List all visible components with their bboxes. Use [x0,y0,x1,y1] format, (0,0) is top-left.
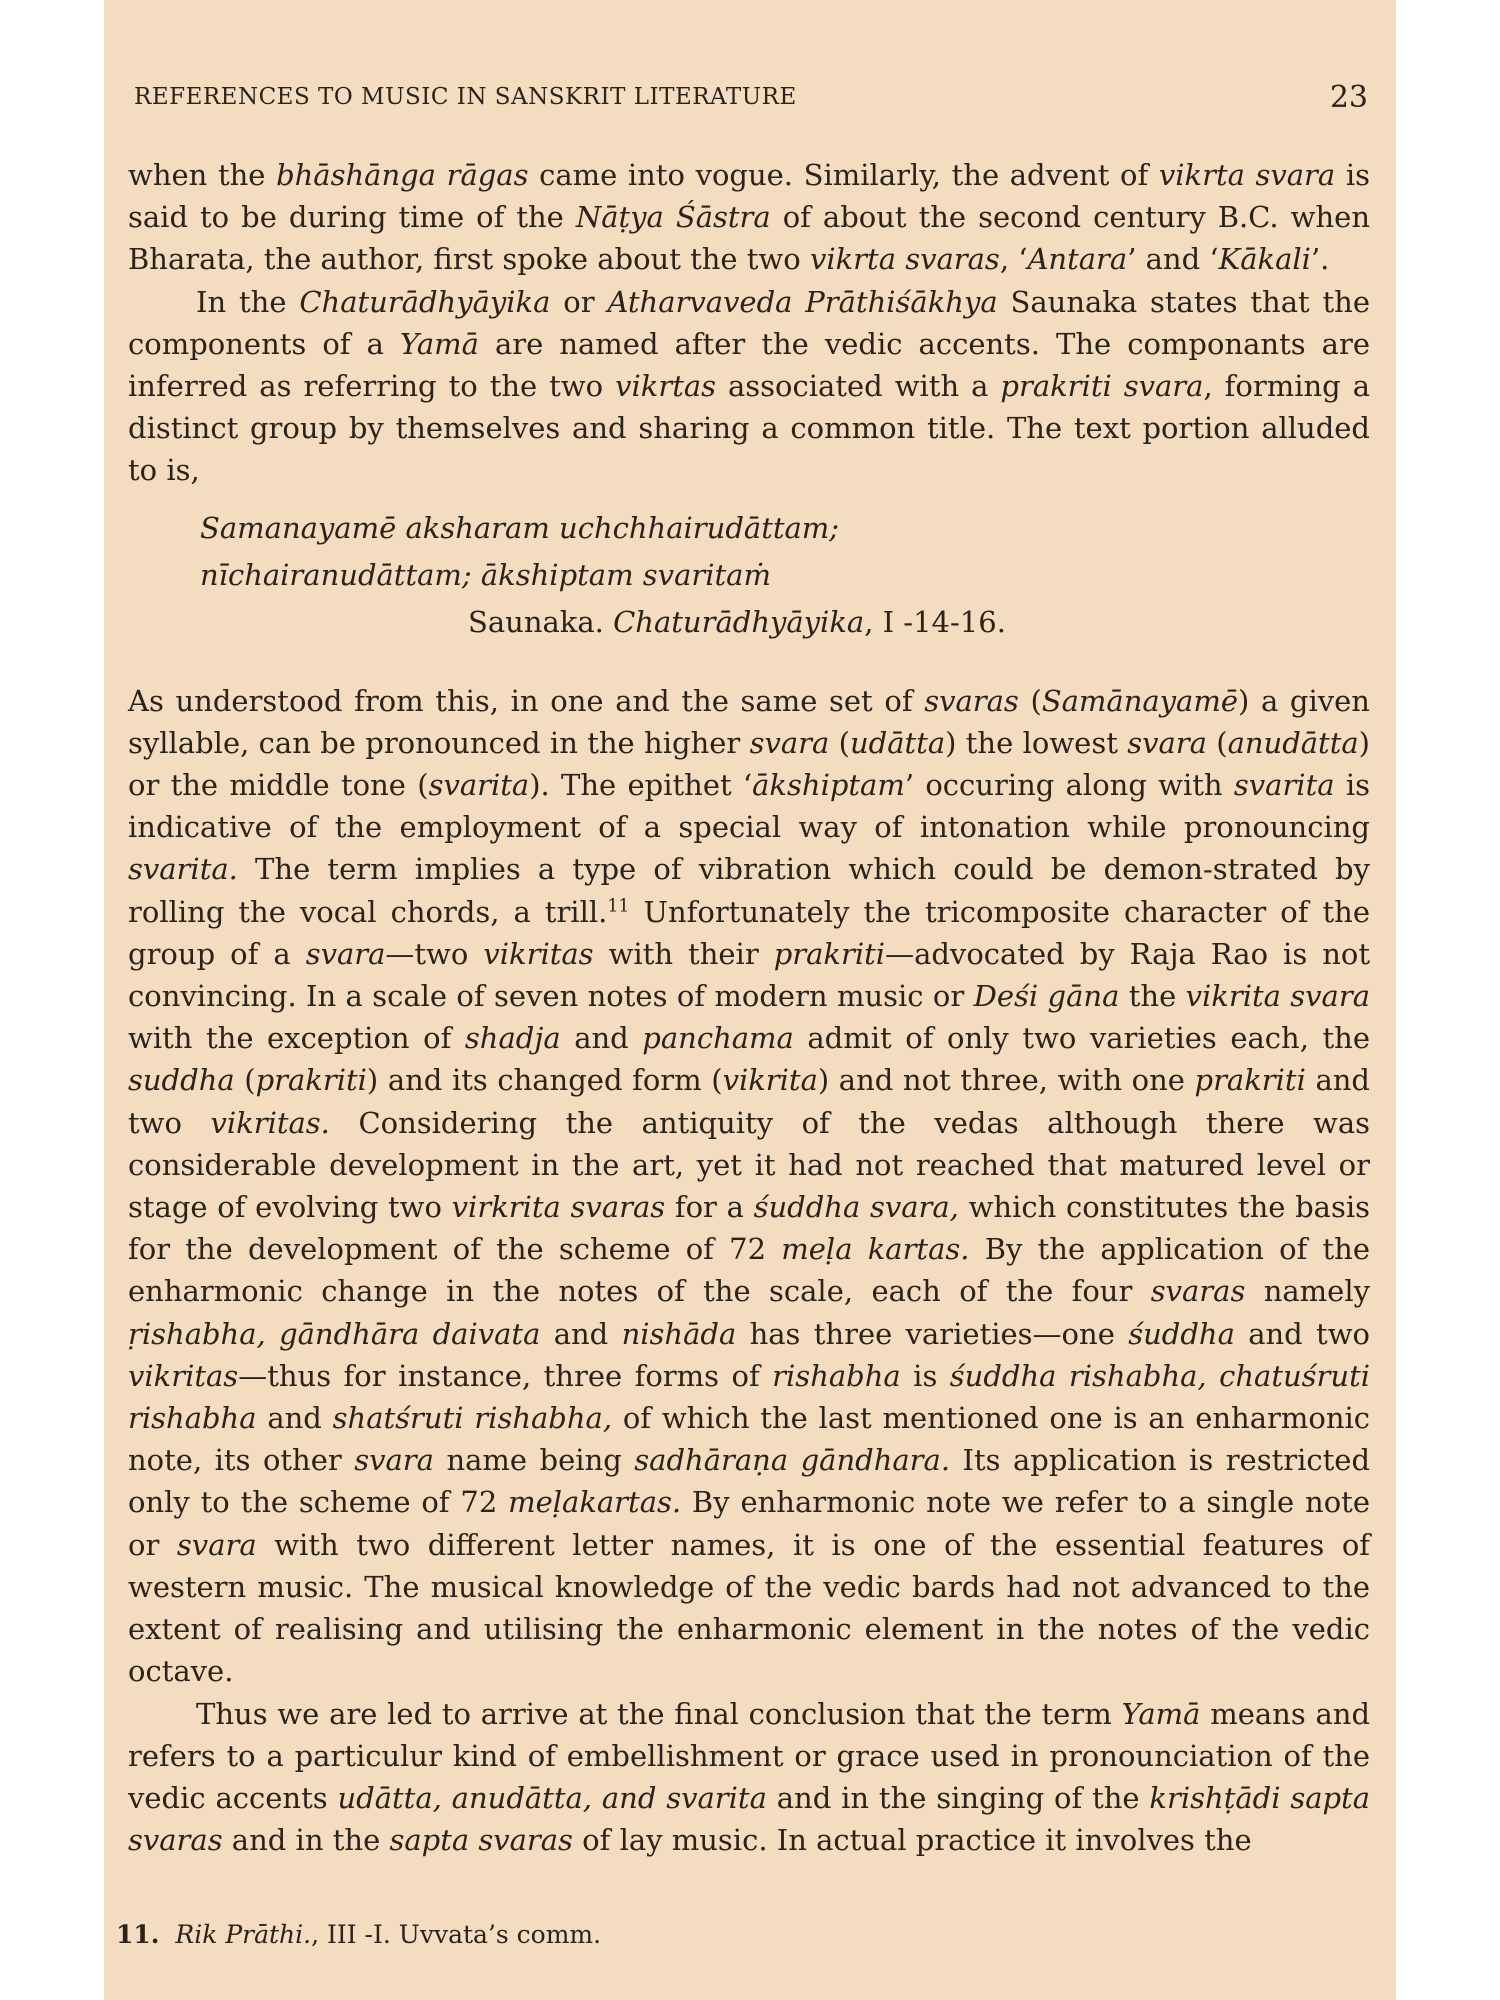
footnote [116,1920,601,1949]
paragraph-2: In the Chaturādhyāyika or Atharvaveda Prāthiśākhya Saunaka states that the components of a Yamā are named after the vedic accents. The componants are inferred as referring to the two vikrtas associated with a prakriti svara, forming a distinct group by themselves and sharing a common title. The text portion alluded to is, [128,284,1371,488]
page-number: 23 [1329,80,1368,115]
quote-line-2: nīchairanudāttam; ākshiptam svaritaṁ [200,557,771,592]
footnote-source: Rik Prāthi. [175,1920,312,1949]
paragraph-3: As understood from this, in one and the same set of svaras (Samānayamē) a given syllable, can be pronounced in the higher svara (udātta) the lowest svara (anudātta) or the middle tone (svarita). The epithet ‘ākshiptam’ occuring along with svarita is indicative of the employment of a special way of intonation while pronouncing svarita. The term implies a type of vibration which could be demon-strated by rolling the vocal chords, a trill.$^{11}$ Unfortunately the tricomposite character of the group of a svara—two vikritas with their prakriti—advocated by Raja Rao is not convincing. In a scale of seven notes of modern music or Deśi gāna the vikrita svara with the exception of shadja and panchama admit of only two varieties each, the suddha (prakriti) and its changed form (vikrita) and not three, with one prakriti and two vikritas. Considering the antiquity of the vedas although there was considerable development in the art, yet it had not reached that matured level or stage of evolving two virkrita svaras for a śuddha svara, which constitutes the basis for the development of the scheme of 72 meḷa kartas. By the application of the enharmonic change in the notes of the scale, each of the four svaras namely ṛishabha, gāndhāra daivata and nishāda has three varieties—one śuddha and two vikritas—thus for instance, three forms of rishabha is śuddha rishabha, chatuśruti rishabha and shatśruti rishabha, of which the last mentioned one is an enharmonic note, its other svara name being sadhāraṇa gāndhara. Its application is restricted only to the scheme of 72 meḷakartas. By enharmonic note we refer to a single note or svara with two different letter names, it is one of the essential features of western music. The musical knowledge of the vedic bards had not advanced to the extent of realising and utilising the enharmonic element in the notes of the vedic octave. [128,683,1371,1689]
paragraph-1: when the bhāshānga rāgas came into vogue. Similarly, the advent of vikrta svara is said to be during time of the Nāṭya Śāstra of about the second century B.C. when Bharata, the author, first spoke about the two vikrta svaras, ‘Antara’ and ‘Kākali’. [128,158,1371,277]
sanskrit-quotation [200,505,1370,646]
running-title: REFERENCES TO MUSIC IN SANSKRIT LITERATURE [134,84,797,110]
quote-attribution: Saunaka. Chaturādhyāyika, I -14-16. [468,604,1006,639]
quote-line-1: Samanayamē aksharam uchchhairudāttam; [200,510,840,545]
footnote-ref: 11 [607,895,630,916]
page-header [134,80,1368,120]
body-text [128,154,1370,1861]
footnote-number: 11. [116,1920,160,1949]
footnote-detail: , III -I. Uvvata’s comm. [311,1920,602,1949]
paragraph-4: Thus we are led to arrive at the final conclusion that the term Yamā means and refers to a particulur kind of embellishment or grace used in pronounciation of the vedic accents udātta, anudātta, and svarita and in the singing of the krishṭādi sapta svaras and in the sapta svaras of lay music. In actual practice it involves the [128,1696,1371,1858]
book-page [104,0,1396,2000]
